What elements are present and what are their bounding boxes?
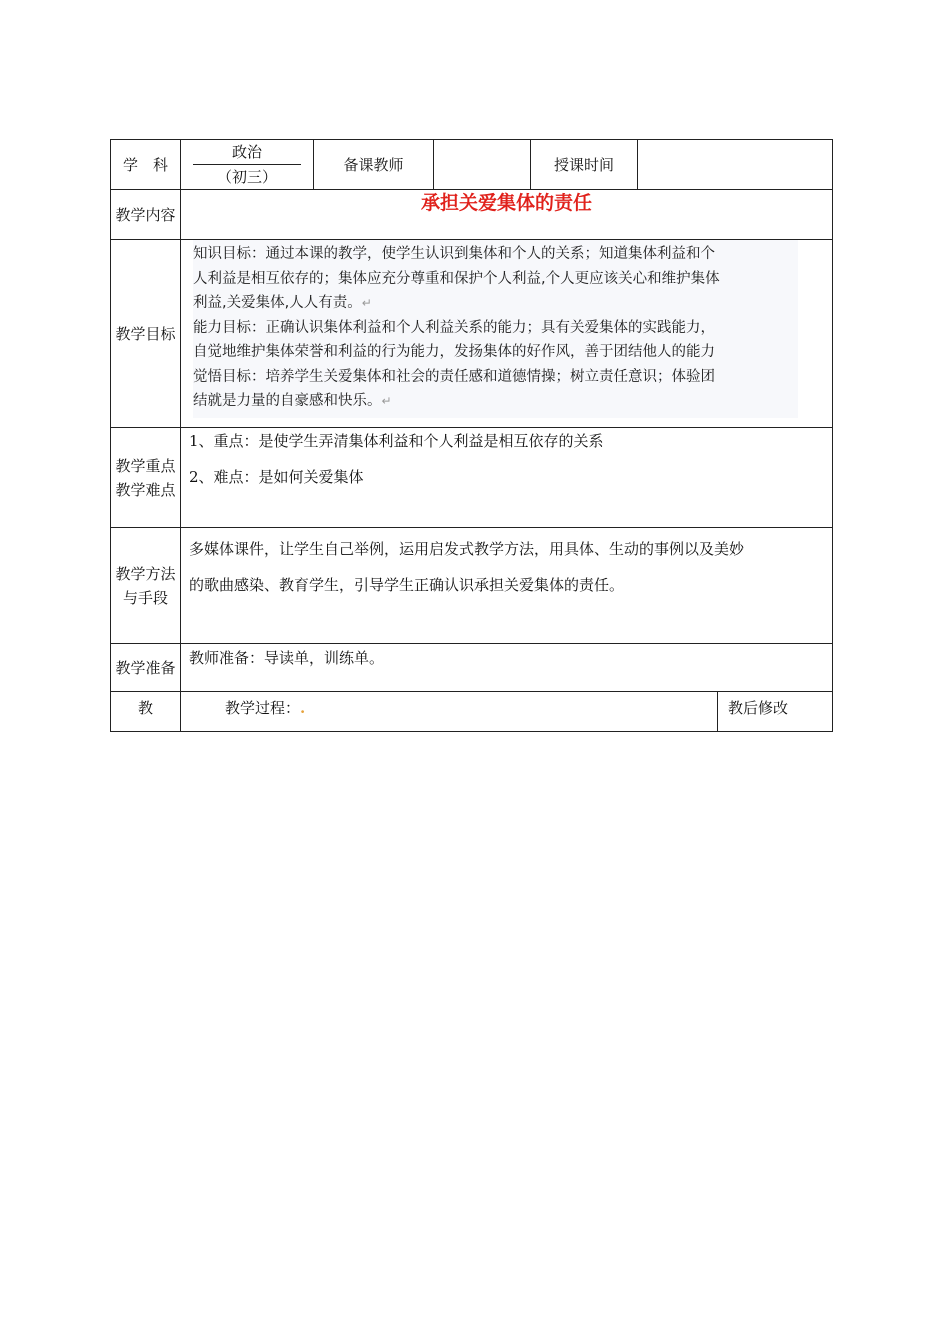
goals-top-border <box>196 239 832 240</box>
time-value <box>638 140 833 190</box>
methods-line-2: 的歌曲感染、教育学生，引导学生正确认识承担关爱集体的责任。 <box>189 576 625 594</box>
return-mark-icon: ↵ <box>381 394 392 408</box>
goals-label <box>111 240 181 428</box>
process-row <box>111 692 833 732</box>
goals-pasted-image <box>193 240 798 418</box>
prep-label <box>111 644 181 692</box>
cursor-dot: . <box>300 699 306 717</box>
lesson-plan-table <box>110 139 833 732</box>
feeling-line-1: 觉悟目标：培养学生关爱集体和社会的责任感和道德情操；树立责任意识；体验团 <box>193 368 715 385</box>
prep-text: 教师准备：导读单，训练单。 <box>189 649 385 667</box>
goals-label-text: 教学目标 <box>115 324 176 343</box>
content-label <box>111 190 181 240</box>
knowledge-line-3 <box>193 291 798 316</box>
methods-label-text: 教学方法与手段 <box>115 564 176 607</box>
teacher-label: 备课教师 <box>314 140 434 190</box>
ability-line-2: 自觉地维护集体荣誉和利益的行为能力，发扬集体的好作风，善于团结他人的能力 <box>193 344 715 360</box>
return-mark-icon: ↵ <box>361 296 372 310</box>
teacher-value <box>434 140 531 190</box>
keypoints-label <box>111 428 181 528</box>
prep-row <box>111 644 833 692</box>
header-row <box>111 140 833 190</box>
knowledge-line-1: 知识目标：通过本课的教学，使学生认识到集体和个人的关系；知道集体利益和个 <box>193 246 715 262</box>
feeling-line-2 <box>193 389 798 414</box>
subject-grade: （初三） <box>216 168 277 186</box>
keypoints-label-text: 教学重点 教学难点 <box>115 456 176 499</box>
methods-label <box>111 528 181 644</box>
content-label-text: 教学内容 <box>115 205 176 224</box>
content-title-cell <box>181 190 833 240</box>
subject-name: 政治 <box>193 140 301 165</box>
methods-cell <box>181 528 833 644</box>
methods-row <box>111 528 833 644</box>
prep-cell <box>181 644 833 692</box>
subject-cell <box>181 140 314 190</box>
knowledge-line-3-text: 利益,关爱集体,人人有责。 <box>193 295 362 311</box>
process-text: 教学过程： <box>225 699 301 717</box>
content-row <box>111 190 833 240</box>
prep-label-text: 教学准备 <box>115 658 176 677</box>
after-revision-label: 教后修改 <box>718 692 833 732</box>
goals-row <box>111 240 833 428</box>
keypoints-row <box>111 428 833 528</box>
feeling-line-2-text: 结就是力量的自豪感和快乐。 <box>193 393 382 409</box>
time-label: 授课时间 <box>531 140 638 190</box>
knowledge-line-2: 人利益是相互依存的；集体应充分尊重和保护个人利益,个人更应该关心和维护集体 <box>193 270 720 287</box>
methods-line-1: 多媒体课件，让学生自己举例，运用启发式教学方法，用具体、生动的事例以及美妙 <box>189 540 745 558</box>
keypoints-cell <box>181 428 833 528</box>
goals-cell <box>181 240 833 428</box>
difficult-point: 2、难点：是如何关爱集体 <box>189 468 364 486</box>
ability-line-1: 能力目标：正确认识集体利益和个人利益关系的能力；具有关爱集体的实践能力， <box>193 319 715 336</box>
lesson-title: 承担关爱集体的责任 <box>420 192 592 214</box>
key-point: 1、重点：是使学生弄清集体利益和个人利益是相互依存的关系 <box>189 432 604 450</box>
subject-label: 学 科 <box>111 140 181 190</box>
process-label: 教 <box>111 692 181 732</box>
process-cell <box>181 692 718 732</box>
